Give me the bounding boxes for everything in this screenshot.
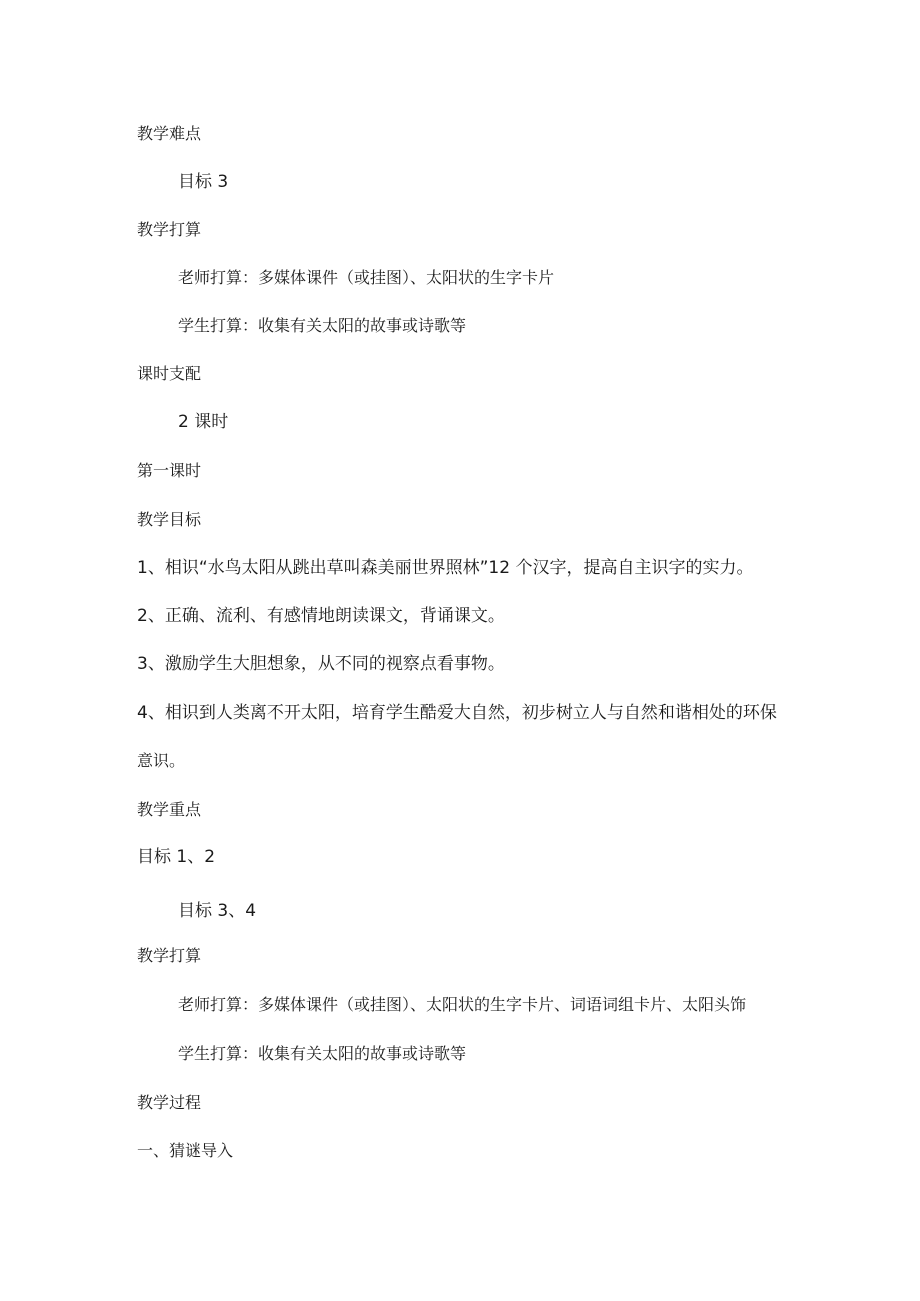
heading-teaching-goals: 教学目标: [137, 510, 202, 529]
goal-item-4: 4、相识到人类离不开太阳，培育学生酷爱大自然，初步树立人与自然和谐相处的环保: [137, 703, 777, 723]
difficulty-goal: 目标 3: [178, 172, 229, 192]
heading-class-hours: 课时支配: [137, 364, 202, 383]
student-preparation-2: 学生打算：收集有关太阳的故事或诗歌等: [178, 1044, 467, 1063]
goal-item-4-continued: 意识。: [137, 751, 186, 770]
teacher-preparation-2: 老师打算：多媒体课件（或挂图）、太阳状的生字卡片、词语词组卡片、太阳头饰: [178, 995, 747, 1014]
section-riddle-introduction: 一、猜谜导入: [137, 1141, 234, 1160]
class-hours-value: 2 课时: [178, 412, 229, 432]
key-points-goals: 目标 1、2: [137, 847, 216, 867]
heading-first-lesson: 第一课时: [137, 461, 202, 480]
heading-teaching-preparation-2: 教学打算: [137, 946, 202, 965]
heading-teaching-difficulty: 教学难点: [137, 124, 202, 143]
heading-teaching-preparation: 教学打算: [137, 220, 202, 239]
teacher-preparation: 老师打算：多媒体课件（或挂图）、太阳状的生字卡片: [178, 268, 555, 287]
heading-teaching-process: 教学过程: [137, 1093, 202, 1112]
goal-item-1: 1、相识“水鸟太阳从跳出草叫森美丽世界照林”12 个汉字，提高自主识字的实力。: [137, 558, 754, 578]
student-preparation: 学生打算：收集有关太阳的故事或诗歌等: [178, 316, 467, 335]
goal-item-3: 3、激励学生大胆想象，从不同的视察点看事物。: [137, 654, 505, 674]
heading-teaching-key-points: 教学重点: [137, 800, 202, 819]
goal-item-2: 2、正确、流利、有感情地朗读课文，背诵课文。: [137, 606, 505, 626]
difficulty-goals: 目标 3、4: [178, 901, 257, 921]
